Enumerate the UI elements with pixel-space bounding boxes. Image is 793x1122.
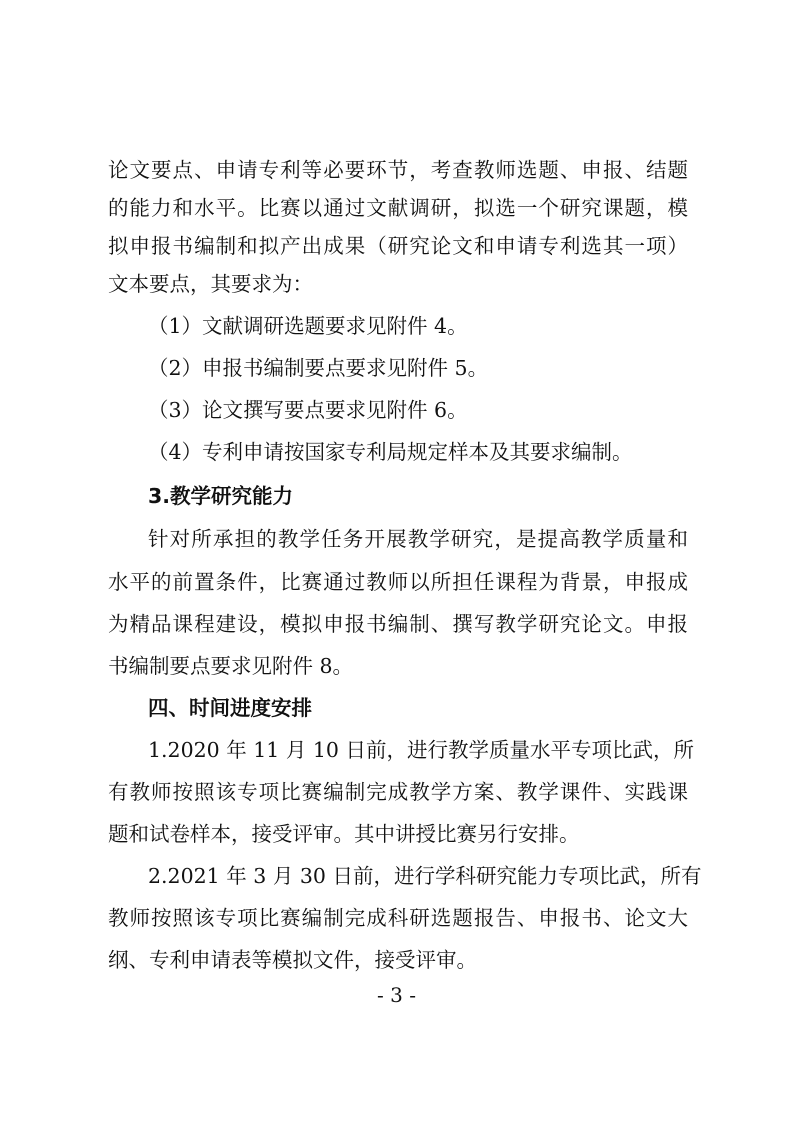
- paragraph-line: 为精品课程建设，模拟申报书编制、撰写教学研究论文。申报: [108, 612, 688, 636]
- paragraph-line: 的能力和水平。比赛以通过文献调研，拟选一个研究课题，模: [108, 196, 688, 220]
- paragraph-line: 书编制要点要求见附件 8。: [108, 654, 354, 678]
- paragraph-line: 有教师按照该专项比赛编制完成教学方案、教学课件、实践课: [108, 780, 688, 804]
- page-number: - 3 -: [377, 983, 416, 1007]
- section-heading: 3.教学研究能力: [148, 484, 294, 508]
- paragraph-line: 文本要点，其要求为：: [108, 272, 313, 296]
- paragraph-line: 1.2020 年 11 月 10 日前，进行教学质量水平专项比武，所: [148, 738, 694, 762]
- paragraph-line: 题和试卷样本，接受评审。其中讲授比赛另行安排。: [108, 822, 580, 846]
- paragraph-line: 纲、专利申请表等模拟文件，接受评审。: [108, 948, 477, 972]
- paragraph-line: 拟申报书编制和拟产出成果（研究论文和申请专利选其一项）: [108, 234, 688, 258]
- paragraph-line: 2.2021 年 3 月 30 日前，进行学科研究能力专项比武，所有: [148, 864, 702, 888]
- section-heading: 四、时间进度安排: [148, 696, 312, 720]
- list-item: （3）论文撰写要点要求见附件 6。: [148, 398, 468, 422]
- paragraph-line: 论文要点、申请专利等必要环节，考查教师选题、申报、结题: [108, 158, 688, 182]
- paragraph-line: 针对所承担的教学任务开展教学研究，是提高教学质量和: [148, 527, 688, 551]
- list-item: （1）文献调研选题要求见附件 4。: [148, 314, 468, 338]
- paragraph-line: 教师按照该专项比赛编制完成科研选题报告、申报书、论文大: [108, 906, 688, 930]
- paragraph-line: 水平的前置条件，比赛通过教师以所担任课程为背景，申报成: [108, 570, 688, 594]
- list-item: （2）申报书编制要点要求见附件 5。: [148, 356, 489, 380]
- list-item: （4）专利申请按国家专利局规定样本及其要求编制。: [148, 440, 633, 464]
